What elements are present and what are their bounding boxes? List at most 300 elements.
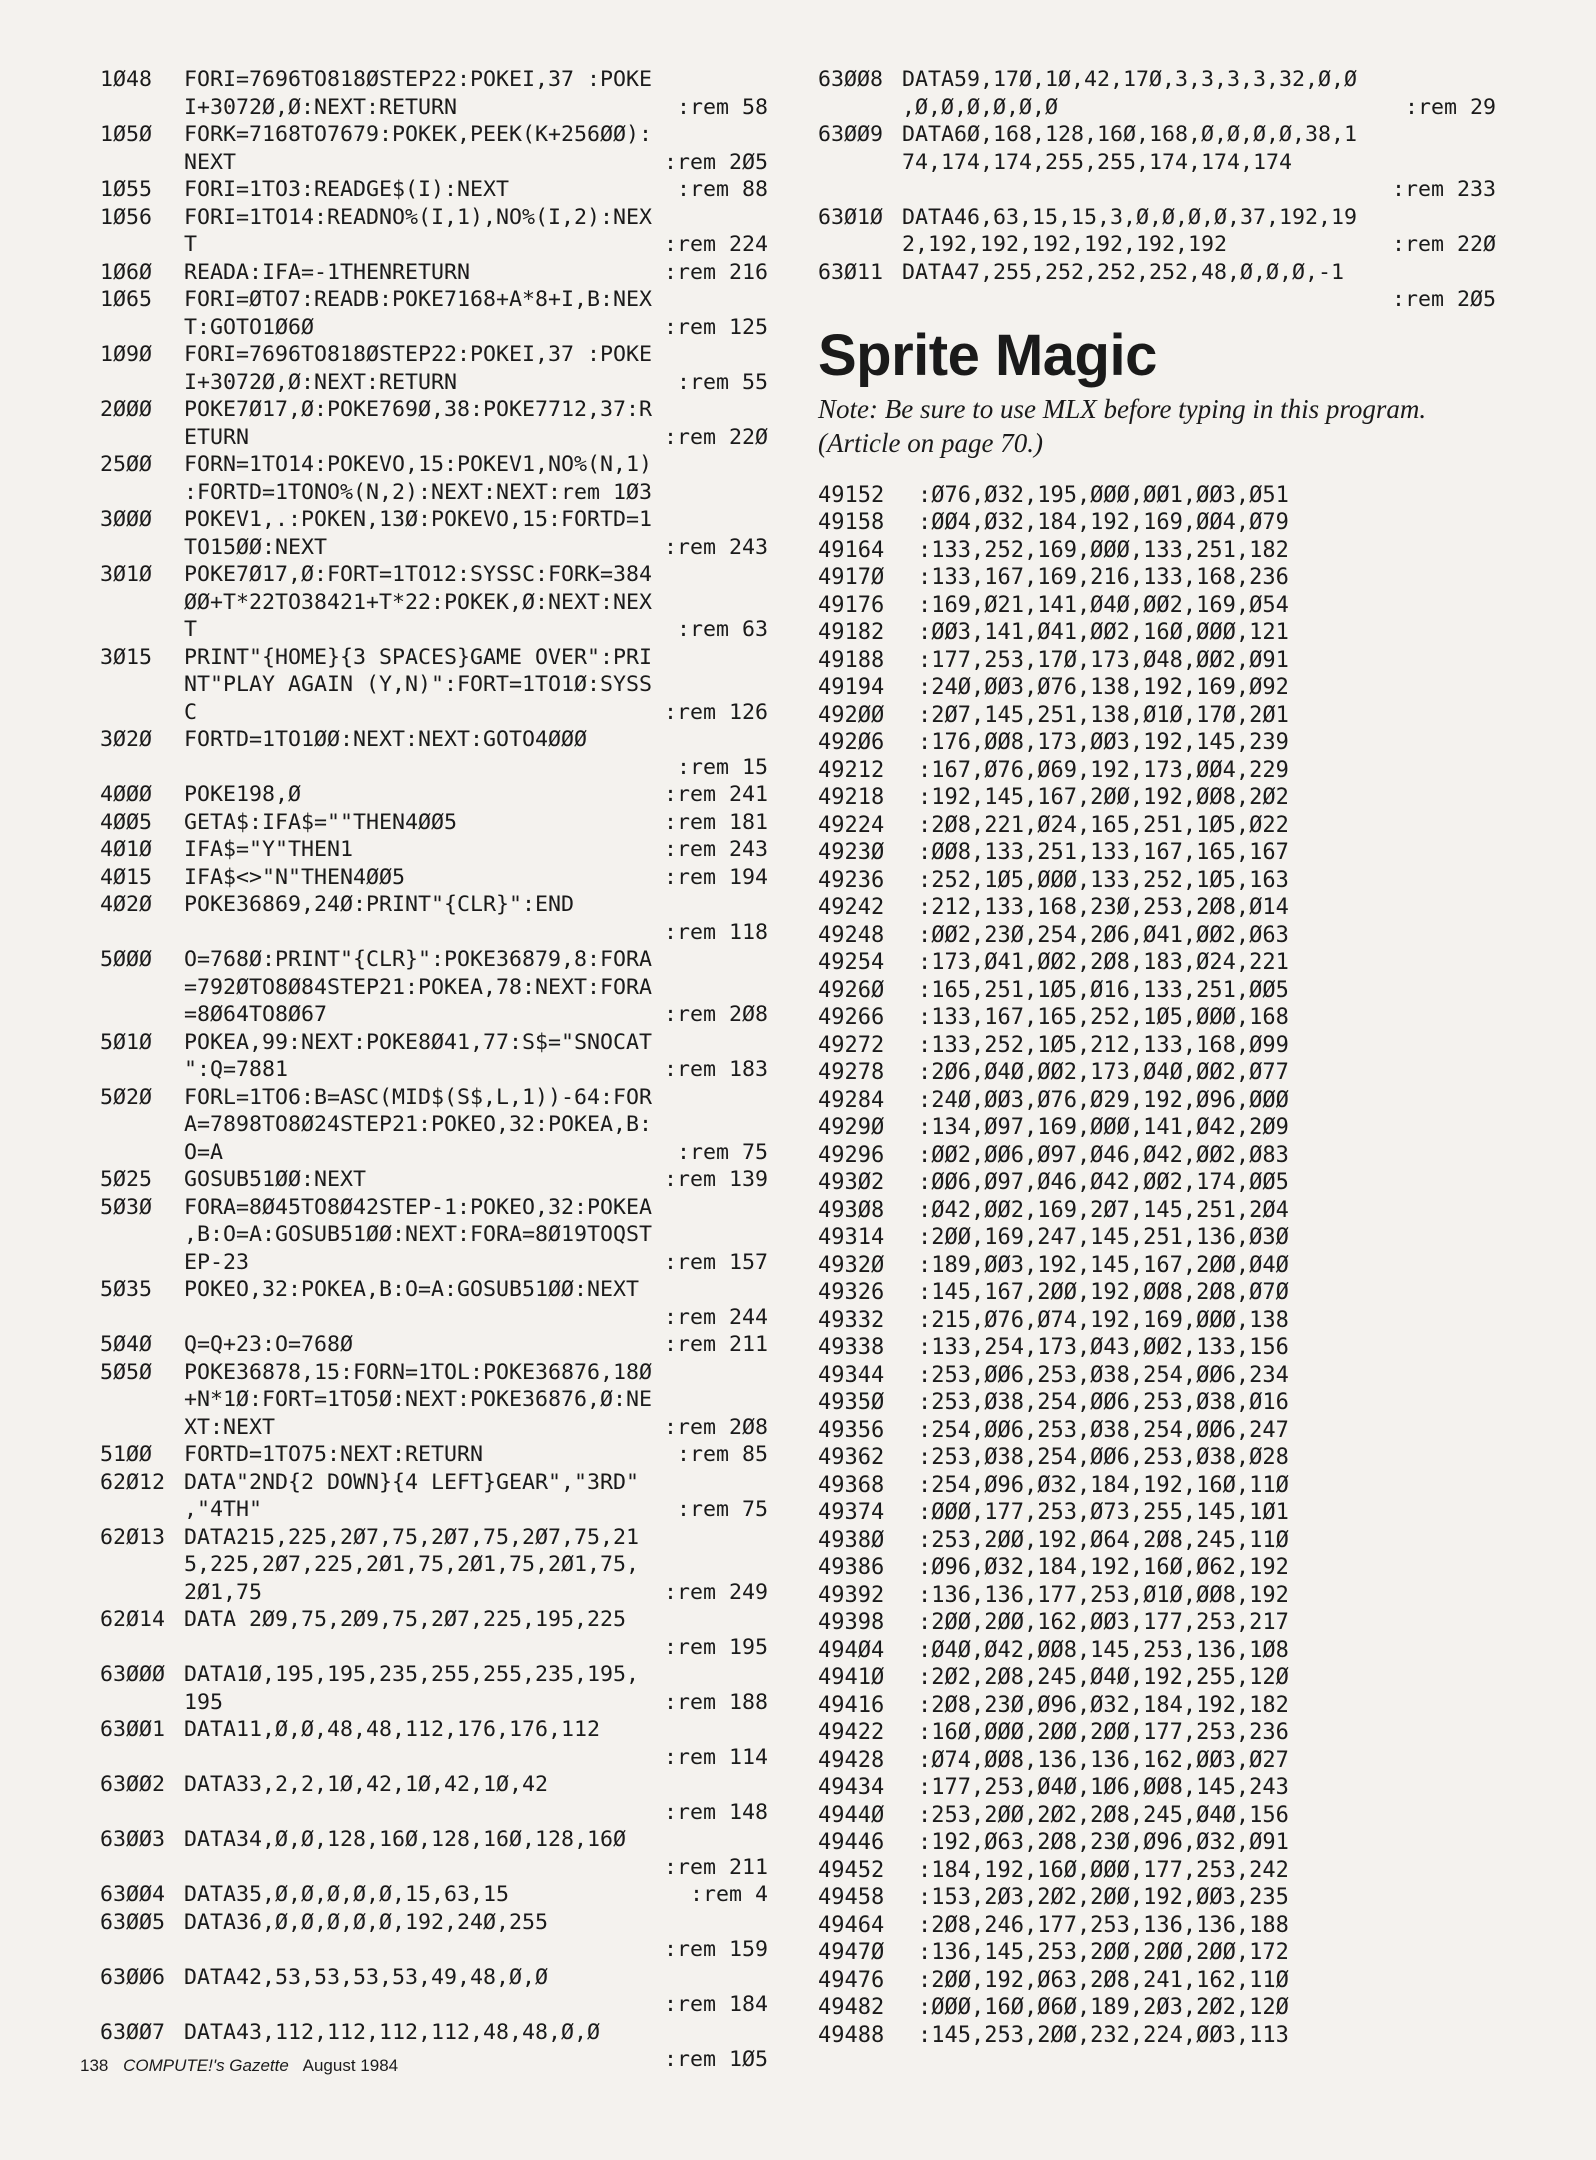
listing-line	[100, 644, 780, 672]
code-text: DATA47,255,252,252,252,48,Ø,Ø,Ø,-1	[902, 259, 1345, 285]
code-text: DATA42,53,53,53,53,49,48,Ø,Ø	[184, 1964, 549, 1990]
code-text: DATA1Ø,195,195,235,255,255,235,195,	[184, 1662, 640, 1687]
mlx-line	[818, 1417, 1508, 1445]
mlx-address: 49452	[818, 1857, 885, 1883]
rem-checksum: :rem 216	[663, 259, 768, 285]
code-text: EP-23	[184, 1249, 250, 1275]
listing-line	[100, 204, 780, 232]
line-number: 1Ø6Ø	[100, 259, 153, 285]
code-text: DATA"2ND{2 DOWN}{4 LEFT}GEAR","3RD"	[184, 1469, 640, 1495]
mlx-address: 49446	[818, 1830, 885, 1855]
listing-line	[100, 1029, 780, 1057]
mlx-bytes: :253,ØØ6,253,Ø38,254,ØØ6,234	[918, 1362, 1289, 1388]
mlx-bytes: :133,167,165,252,1Ø5,ØØØ,168	[918, 1005, 1289, 1030]
mlx-bytes: :2ØØ,2ØØ,162,ØØ3,177,253,217	[918, 1610, 1289, 1635]
mlx-bytes: :2ØØ,169,247,145,251,136,Ø3Ø	[918, 1225, 1289, 1250]
code-text: DATA33,2,2,1Ø,42,1Ø,42,1Ø,42	[184, 1772, 549, 1797]
mlx-bytes: :2Ø6,Ø4Ø,ØØ2,173,Ø4Ø,ØØ2,Ø77	[918, 1060, 1289, 1085]
listing-line	[100, 1771, 780, 1799]
code-text: C	[184, 699, 198, 725]
mlx-address: 49362	[818, 1445, 885, 1470]
line-number: 5Ø25	[100, 1167, 153, 1192]
listing-line	[100, 121, 780, 149]
mlx-line	[818, 702, 1508, 730]
listing-line	[100, 1661, 780, 1689]
mlx-address: 4932Ø	[818, 1252, 885, 1278]
line-number: 1Ø5Ø	[100, 122, 153, 147]
listing-line	[100, 1551, 780, 1579]
listing-line	[100, 726, 780, 754]
rem-checksum: :rem 224	[663, 232, 768, 257]
code-text: FORTD=1TO75:NEXT:RETURN	[184, 1442, 484, 1467]
line-number: 5ØØØ	[100, 947, 153, 972]
mlx-address: 49284	[818, 1087, 885, 1113]
mlx-address: 4929Ø	[818, 1115, 885, 1140]
mlx-line	[818, 1994, 1508, 2022]
code-text: FORI=1TO14:READNO%(I,1),NO%(I,2):NEX	[184, 204, 653, 230]
mlx-line	[818, 1142, 1508, 1170]
line-number: 1Ø9Ø	[100, 342, 153, 367]
mlx-address: 49338	[818, 1335, 885, 1360]
listing-line	[100, 1964, 780, 1992]
code-text: 2Ø1,75	[184, 1579, 263, 1605]
code-text: POKE7Ø17,Ø:FORT=1TO12:SYSSC:FORK=384	[184, 562, 653, 587]
listing-line	[818, 121, 1508, 149]
mlx-bytes: :173,Ø41,ØØ2,2Ø8,183,Ø24,221	[918, 950, 1289, 975]
mlx-address: 49488	[818, 2022, 885, 2048]
mlx-bytes: :2Ø8,221,Ø24,165,251,1Ø5,Ø22	[918, 812, 1289, 838]
mlx-address: 4944Ø	[818, 1802, 885, 1828]
mlx-line	[818, 812, 1508, 840]
line-number: 1Ø56	[100, 204, 153, 230]
line-number: 63Ø1Ø	[818, 204, 884, 230]
mlx-bytes: :136,136,177,253,Ø1Ø,ØØ8,192	[918, 1582, 1289, 1608]
mlx-line	[818, 1609, 1508, 1637]
mlx-bytes: :212,133,168,23Ø,253,2Ø8,Ø14	[918, 895, 1289, 920]
line-number: 5Ø4Ø	[100, 1332, 153, 1357]
mlx-line	[818, 1444, 1508, 1472]
mlx-bytes: :2Ø8,23Ø,Ø96,Ø32,184,192,182	[918, 1692, 1289, 1718]
code-text: POKEV1,.:POKEN,13Ø:POKEVO,15:FORTD=1	[184, 507, 653, 532]
mlx-address: 4926Ø	[818, 977, 885, 1003]
rem-checksum: :rem 233	[1391, 177, 1496, 202]
code-text: ETURN	[184, 424, 250, 450]
code-text: ":Q=7881	[184, 1057, 289, 1082]
listing-line	[100, 919, 780, 947]
code-text: O=768Ø:PRINT"{CLR}":POKE36879,8:FORA	[184, 947, 653, 972]
code-text: 2,192,192,192,192,192,192	[902, 232, 1228, 257]
mlx-address: 49194	[818, 675, 885, 700]
line-number: 5Ø1Ø	[100, 1029, 153, 1055]
mlx-bytes: :133,252,1Ø5,212,133,168,Ø99	[918, 1032, 1289, 1058]
mlx-line	[818, 564, 1508, 592]
rem-checksum: :rem 181	[663, 809, 768, 835]
mlx-line	[818, 1802, 1508, 1830]
mlx-address: 49476	[818, 1967, 885, 1993]
code-text: O=A	[184, 1139, 224, 1165]
line-number: 2ØØØ	[100, 397, 153, 422]
listing-line	[100, 149, 780, 177]
mlx-line	[818, 1114, 1508, 1142]
rem-checksum: :rem 243	[663, 534, 768, 560]
mlx-bytes: :Ø76,Ø32,195,ØØØ,ØØ1,ØØ3,Ø51	[918, 482, 1289, 508]
mlx-listing	[818, 482, 1508, 2050]
code-text: ØØ+T*22TO38421+T*22:POKEK,Ø:NEXT:NEX	[184, 589, 653, 615]
code-text: NT"PLAY AGAIN (Y,N)":FORT=1TO1Ø:SYSS	[184, 672, 653, 697]
mlx-line	[818, 1747, 1508, 1775]
mlx-bytes: :145,253,2ØØ,232,224,ØØ3,113	[918, 2022, 1289, 2048]
code-text: DATA215,225,2Ø7,75,2Ø7,75,2Ø7,75,21	[184, 1524, 640, 1550]
rem-checksum: :rem 63	[676, 617, 768, 642]
mlx-address: 49344	[818, 1362, 885, 1388]
mlx-bytes: :253,Ø38,254,ØØ6,253,Ø38,Ø16	[918, 1390, 1289, 1415]
rem-checksum: :rem 22Ø	[1391, 232, 1496, 257]
listing-line	[100, 1111, 780, 1139]
mlx-bytes: :24Ø,ØØ3,Ø76,138,192,169,Ø92	[918, 675, 1289, 700]
line-number: 1Ø65	[100, 287, 153, 312]
page-footer	[80, 2056, 398, 2076]
mlx-line	[818, 1719, 1508, 1747]
code-text: TO15ØØ:NEXT	[184, 534, 328, 560]
listing-line	[818, 231, 1508, 259]
mlx-bytes: :16Ø,ØØØ,2ØØ,2ØØ,177,253,236	[918, 1720, 1289, 1745]
code-text: =792ØTO8Ø84STEP21:POKEA,78:NEXT:FORA	[184, 974, 653, 1000]
listing-line	[100, 1826, 780, 1854]
mlx-address: 49254	[818, 950, 885, 975]
mlx-bytes: :177,253,17Ø,173,Ø48,ØØ2,Ø91	[918, 647, 1289, 673]
mlx-address: 49212	[818, 757, 885, 783]
rem-checksum: :rem 2Ø8	[663, 1002, 768, 1027]
mlx-bytes: :ØØ2,23Ø,254,2Ø6,Ø41,ØØ2,Ø63	[918, 922, 1289, 948]
code-text: FORI=1TO3:READGE$(I):NEXT	[184, 177, 510, 202]
listing-line	[100, 1139, 780, 1167]
mlx-bytes: :Ø74,ØØ8,136,136,162,ØØ3,Ø27	[918, 1747, 1289, 1773]
article-title: Sprite Magic	[818, 322, 1157, 388]
mlx-bytes: :167,Ø76,Ø69,192,173,ØØ4,229	[918, 757, 1289, 783]
mlx-address: 49326	[818, 1280, 885, 1305]
mlx-bytes: :176,ØØ8,173,ØØ3,192,145,239	[918, 730, 1289, 755]
mlx-address: 49296	[818, 1142, 885, 1168]
mlx-address: 49278	[818, 1060, 885, 1085]
article-note: Note: Be sure to use MLX before typing in this program. (Article on page 70.)	[818, 393, 1427, 458]
code-text: GETA$:IFA$=""THEN4ØØ5	[184, 809, 458, 835]
code-text: T:GOTO1Ø6Ø	[184, 314, 315, 340]
line-number: 3Ø15	[100, 644, 153, 670]
mlx-address: 49482	[818, 1995, 885, 2020]
mlx-bytes: :254,ØØ6,253,Ø38,254,ØØ6,247	[918, 1417, 1289, 1443]
mlx-address: 49458	[818, 1885, 885, 1910]
mlx-bytes: :192,145,167,2ØØ,192,ØØ8,2Ø2	[918, 785, 1289, 810]
rem-checksum: :rem 188	[663, 1689, 768, 1715]
listing-line	[100, 1359, 780, 1387]
code-text: Q=Q+23:O=768Ø	[184, 1332, 354, 1357]
mlx-line	[818, 729, 1508, 757]
rem-checksum: :rem 249	[663, 1579, 768, 1605]
mlx-line	[818, 1527, 1508, 1555]
mlx-line	[818, 1967, 1508, 1995]
mlx-line	[818, 1554, 1508, 1582]
code-text: 74,174,174,255,255,174,174,174	[902, 149, 1293, 175]
line-number: 63ØØ8	[818, 67, 884, 92]
rem-checksum: :rem 195	[663, 1634, 768, 1660]
line-number: 5Ø3Ø	[100, 1194, 153, 1220]
code-text: FORTD=1TO1ØØ:NEXT:NEXT:GOTO4ØØØ	[184, 727, 588, 752]
mlx-bytes: :153,2Ø3,2Ø2,2ØØ,192,ØØ3,235	[918, 1885, 1289, 1910]
mlx-line	[818, 537, 1508, 565]
code-text: DATA 2Ø9,75,2Ø9,75,2Ø7,225,195,225	[184, 1607, 627, 1632]
code-text: FORI=7696TO818ØSTEP22:POKEI,37 :POKE	[184, 342, 653, 367]
mlx-line	[818, 1857, 1508, 1885]
code-text: READA:IFA=-1THENRETURN	[184, 259, 471, 285]
line-number: 63Ø11	[818, 259, 884, 285]
listing-line	[100, 1689, 780, 1717]
mlx-address: 49416	[818, 1692, 885, 1718]
code-text: ,"4TH"	[184, 1497, 263, 1522]
mlx-bytes: :134,Ø97,169,ØØØ,141,Ø42,2Ø9	[918, 1115, 1289, 1140]
line-number: 3ØØØ	[100, 507, 153, 532]
mlx-address: 49374	[818, 1500, 885, 1525]
mlx-bytes: :165,251,1Ø5,Ø16,133,251,ØØ5	[918, 977, 1289, 1003]
mlx-line	[818, 1582, 1508, 1610]
mlx-address: 49218	[818, 785, 885, 810]
listing-line	[818, 94, 1508, 122]
mlx-bytes: :192,Ø63,2Ø8,23Ø,Ø96,Ø32,Ø91	[918, 1830, 1289, 1855]
mlx-bytes: :136,145,253,2ØØ,2ØØ,2ØØ,172	[918, 1940, 1289, 1965]
line-number: 63ØØ5	[100, 1909, 166, 1935]
mlx-line	[818, 922, 1508, 950]
listing-line	[100, 1001, 780, 1029]
mlx-bytes: :253,Ø38,254,ØØ6,253,Ø38,Ø28	[918, 1445, 1289, 1470]
mlx-bytes: :24Ø,ØØ3,Ø76,Ø29,192,Ø96,ØØØ	[918, 1087, 1289, 1113]
mlx-line	[818, 839, 1508, 867]
mlx-address: 49386	[818, 1555, 885, 1580]
mlx-address: 4923Ø	[818, 840, 885, 865]
mlx-address: 49434	[818, 1775, 885, 1800]
listing-line	[100, 1744, 780, 1772]
line-number: 4Ø2Ø	[100, 892, 153, 917]
mlx-bytes: :252,1Ø5,ØØØ,133,252,1Ø5,163	[918, 867, 1289, 893]
mlx-line	[818, 619, 1508, 647]
code-text: T	[184, 617, 198, 642]
listing-line	[100, 1606, 780, 1634]
listing-line	[818, 204, 1508, 232]
listing-line	[100, 589, 780, 617]
mlx-address: 49398	[818, 1610, 885, 1635]
listing-line	[100, 836, 780, 864]
listing-line	[100, 671, 780, 699]
line-number: 1Ø48	[100, 67, 153, 92]
mlx-bytes: :253,2ØØ,192,Ø64,2Ø8,245,11Ø	[918, 1527, 1289, 1553]
line-number: 4Ø15	[100, 864, 153, 890]
code-text: POKE198,Ø	[184, 782, 302, 807]
listing-line	[100, 864, 780, 892]
mlx-line	[818, 1664, 1508, 1692]
line-number: 3Ø2Ø	[100, 727, 153, 752]
code-text: A=7898TO8Ø24STEP21:POKEO,32:POKEA,B:	[184, 1112, 653, 1137]
rem-checksum: :rem 22Ø	[663, 424, 768, 450]
line-number: 25ØØ	[100, 452, 153, 477]
listing-line	[100, 369, 780, 397]
code-text: I+3072Ø,Ø:NEXT:RETURN	[184, 94, 458, 120]
mlx-address: 49164	[818, 537, 885, 563]
mlx-address: 492ØØ	[818, 702, 885, 728]
basic-listing-continued	[818, 66, 1508, 314]
code-text: 5,225,2Ø7,225,2Ø1,75,2Ø1,75,2Ø1,75,	[184, 1552, 640, 1577]
code-text: DATA11,Ø,Ø,48,48,112,176,176,112	[184, 1717, 601, 1742]
rem-checksum: :rem 243	[663, 837, 768, 862]
mlx-bytes: :ØØØ,177,253,Ø73,255,145,1Ø1	[918, 1500, 1289, 1525]
code-text: POKE36878,15:FORN=1TOL:POKE36876,18Ø	[184, 1359, 653, 1385]
rem-checksum: :rem 2Ø5	[663, 149, 768, 175]
mlx-bytes: :ØØØ,16Ø,Ø6Ø,189,2Ø3,2Ø2,12Ø	[918, 1995, 1289, 2020]
listing-line	[100, 561, 780, 589]
mlx-address: 49152	[818, 482, 885, 508]
listing-line	[100, 1496, 780, 1524]
rem-checksum: :rem 2Ø8	[663, 1414, 768, 1440]
mlx-address: 49182	[818, 620, 885, 645]
mlx-line	[818, 592, 1508, 620]
listing-line	[100, 231, 780, 259]
mlx-bytes: :Ø4Ø,Ø42,ØØ8,145,253,136,1Ø8	[918, 1637, 1289, 1663]
mlx-bytes: :215,Ø76,Ø74,192,169,ØØØ,138	[918, 1307, 1289, 1333]
line-number: 62Ø12	[100, 1469, 166, 1495]
left-column	[100, 66, 780, 2074]
rem-checksum: :rem 125	[663, 314, 768, 340]
line-number: 4Ø1Ø	[100, 837, 153, 862]
mlx-bytes: :133,254,173,Ø43,ØØ2,133,156	[918, 1335, 1289, 1360]
mlx-bytes: :ØØ8,133,251,133,167,165,167	[918, 840, 1289, 865]
listing-line	[100, 1909, 780, 1937]
code-text: NEXT	[184, 149, 237, 175]
line-number: 1Ø55	[100, 177, 153, 202]
page-number: 138	[80, 2056, 109, 2075]
line-number: 5Ø35	[100, 1277, 153, 1302]
mlx-address: 49242	[818, 895, 885, 920]
mlx-address: 49368	[818, 1472, 885, 1498]
rem-checksum: :rem 114	[663, 1744, 768, 1770]
code-text: FORK=7168TO7679:POKEK,PEEK(K+256ØØ):	[184, 122, 653, 147]
mlx-address: 49332	[818, 1307, 885, 1333]
listing-line	[818, 259, 1508, 287]
mlx-line	[818, 1059, 1508, 1087]
mlx-address: 493Ø2	[818, 1170, 885, 1195]
mlx-address: 4917Ø	[818, 565, 885, 590]
code-text: DATA36,Ø,Ø,Ø,Ø,Ø,192,24Ø,255	[184, 1909, 549, 1935]
mlx-bytes: :184,192,16Ø,ØØØ,177,253,242	[918, 1857, 1289, 1883]
mlx-line	[818, 1692, 1508, 1720]
mlx-line	[818, 784, 1508, 812]
mlx-line	[818, 1004, 1508, 1032]
mlx-line	[818, 949, 1508, 977]
code-text: T	[184, 232, 198, 257]
mlx-bytes: :ØØ6,Ø97,Ø46,Ø42,ØØ2,174,ØØ5	[918, 1170, 1289, 1195]
code-text: DATA59,17Ø,1Ø,42,17Ø,3,3,3,3,32,Ø,Ø	[902, 67, 1358, 92]
listing-line	[100, 1991, 780, 2019]
code-text: FORA=8Ø45TO8Ø42STEP-1:POKEO,32:POKEA	[184, 1194, 653, 1220]
line-number: 63ØØ7	[100, 2019, 166, 2045]
listing-line	[100, 424, 780, 452]
listing-line	[100, 1056, 780, 1084]
rem-checksum: :rem 211	[663, 1332, 768, 1357]
code-text: ,B:O=A:GOSUB51ØØ:NEXT:FORA=8Ø19TOQST	[184, 1222, 653, 1247]
rem-checksum: :rem 139	[663, 1167, 768, 1192]
listing-line	[100, 2019, 780, 2047]
line-number: 62Ø14	[100, 1607, 166, 1632]
listing-line	[100, 616, 780, 644]
listing-line	[100, 754, 780, 782]
mlx-line	[818, 1334, 1508, 1362]
listing-line	[818, 286, 1508, 314]
mlx-line	[818, 1472, 1508, 1500]
listing-line	[100, 699, 780, 727]
mlx-bytes: :Ø96,Ø32,184,192,16Ø,Ø62,192	[918, 1555, 1289, 1580]
mlx-address: 4935Ø	[818, 1390, 885, 1415]
mlx-bytes: :ØØ2,ØØ6,Ø97,Ø46,Ø42,ØØ2,Ø83	[918, 1142, 1289, 1168]
mlx-line	[818, 1279, 1508, 1307]
listing-line	[100, 1414, 780, 1442]
code-text: DATA6Ø,168,128,16Ø,168,Ø,Ø,Ø,Ø,38,1	[902, 122, 1358, 147]
mlx-address: 49356	[818, 1417, 885, 1443]
code-text: :FORTD=1TONO%(N,2):NEXT:NEXT:rem 1Ø3	[184, 479, 653, 505]
line-number: 5Ø2Ø	[100, 1084, 153, 1110]
code-text: XT:NEXT	[184, 1414, 276, 1440]
mlx-bytes: :253,2ØØ,2Ø2,2Ø8,245,Ø4Ø,156	[918, 1802, 1289, 1828]
right-column	[818, 66, 1508, 2049]
listing-line	[100, 1304, 780, 1332]
mlx-bytes: :177,253,Ø4Ø,1Ø6,ØØ8,145,243	[918, 1775, 1289, 1800]
mlx-address: 49236	[818, 867, 885, 893]
listing-line	[100, 1386, 780, 1414]
listing-line	[100, 286, 780, 314]
mlx-address: 4947Ø	[818, 1940, 885, 1965]
mlx-line	[818, 757, 1508, 785]
rem-checksum: :rem 157	[663, 1249, 768, 1275]
mlx-bytes: :ØØ4,Ø32,184,192,169,ØØ4,Ø79	[918, 510, 1289, 535]
mlx-bytes: :2Ø7,145,251,138,Ø1Ø,17Ø,2Ø1	[918, 702, 1289, 728]
mlx-line	[818, 482, 1508, 510]
listing-line	[100, 1524, 780, 1552]
mlx-address: 49428	[818, 1747, 885, 1773]
mlx-address: 49314	[818, 1225, 885, 1250]
mlx-bytes: :133,252,169,ØØØ,133,251,182	[918, 537, 1289, 563]
listing-line	[100, 1331, 780, 1359]
listing-line	[100, 1249, 780, 1277]
mlx-line	[818, 2022, 1508, 2050]
listing-line	[100, 479, 780, 507]
listing-line	[100, 1166, 780, 1194]
rem-checksum: :rem 118	[663, 919, 768, 945]
code-text: FORI=7696TO818ØSTEP22:POKEI,37 :POKE	[184, 67, 653, 92]
listing-line	[100, 259, 780, 287]
code-text: DATA34,Ø,Ø,128,16Ø,128,16Ø,128,16Ø	[184, 1827, 627, 1852]
listing-line	[100, 1221, 780, 1249]
mlx-line	[818, 509, 1508, 537]
code-text: FORL=1TO6:B=ASC(MID$(S$,L,1))-64:FOR	[184, 1084, 653, 1110]
line-number: 63ØØØ	[100, 1662, 166, 1687]
code-text: POKEA,99:NEXT:POKE8Ø41,77:S$="SNOCAT	[184, 1029, 653, 1055]
listing-line	[100, 1579, 780, 1607]
line-number: 63ØØ9	[818, 122, 884, 147]
rem-checksum: :rem 148	[663, 1799, 768, 1825]
listing-line	[100, 451, 780, 479]
listing-line	[100, 974, 780, 1002]
mlx-line	[818, 1169, 1508, 1197]
line-number: 5Ø5Ø	[100, 1359, 153, 1385]
rem-checksum: :rem 75	[676, 1497, 768, 1522]
line-number: 63ØØ3	[100, 1827, 166, 1852]
listing-line	[100, 891, 780, 919]
mlx-line	[818, 1307, 1508, 1335]
